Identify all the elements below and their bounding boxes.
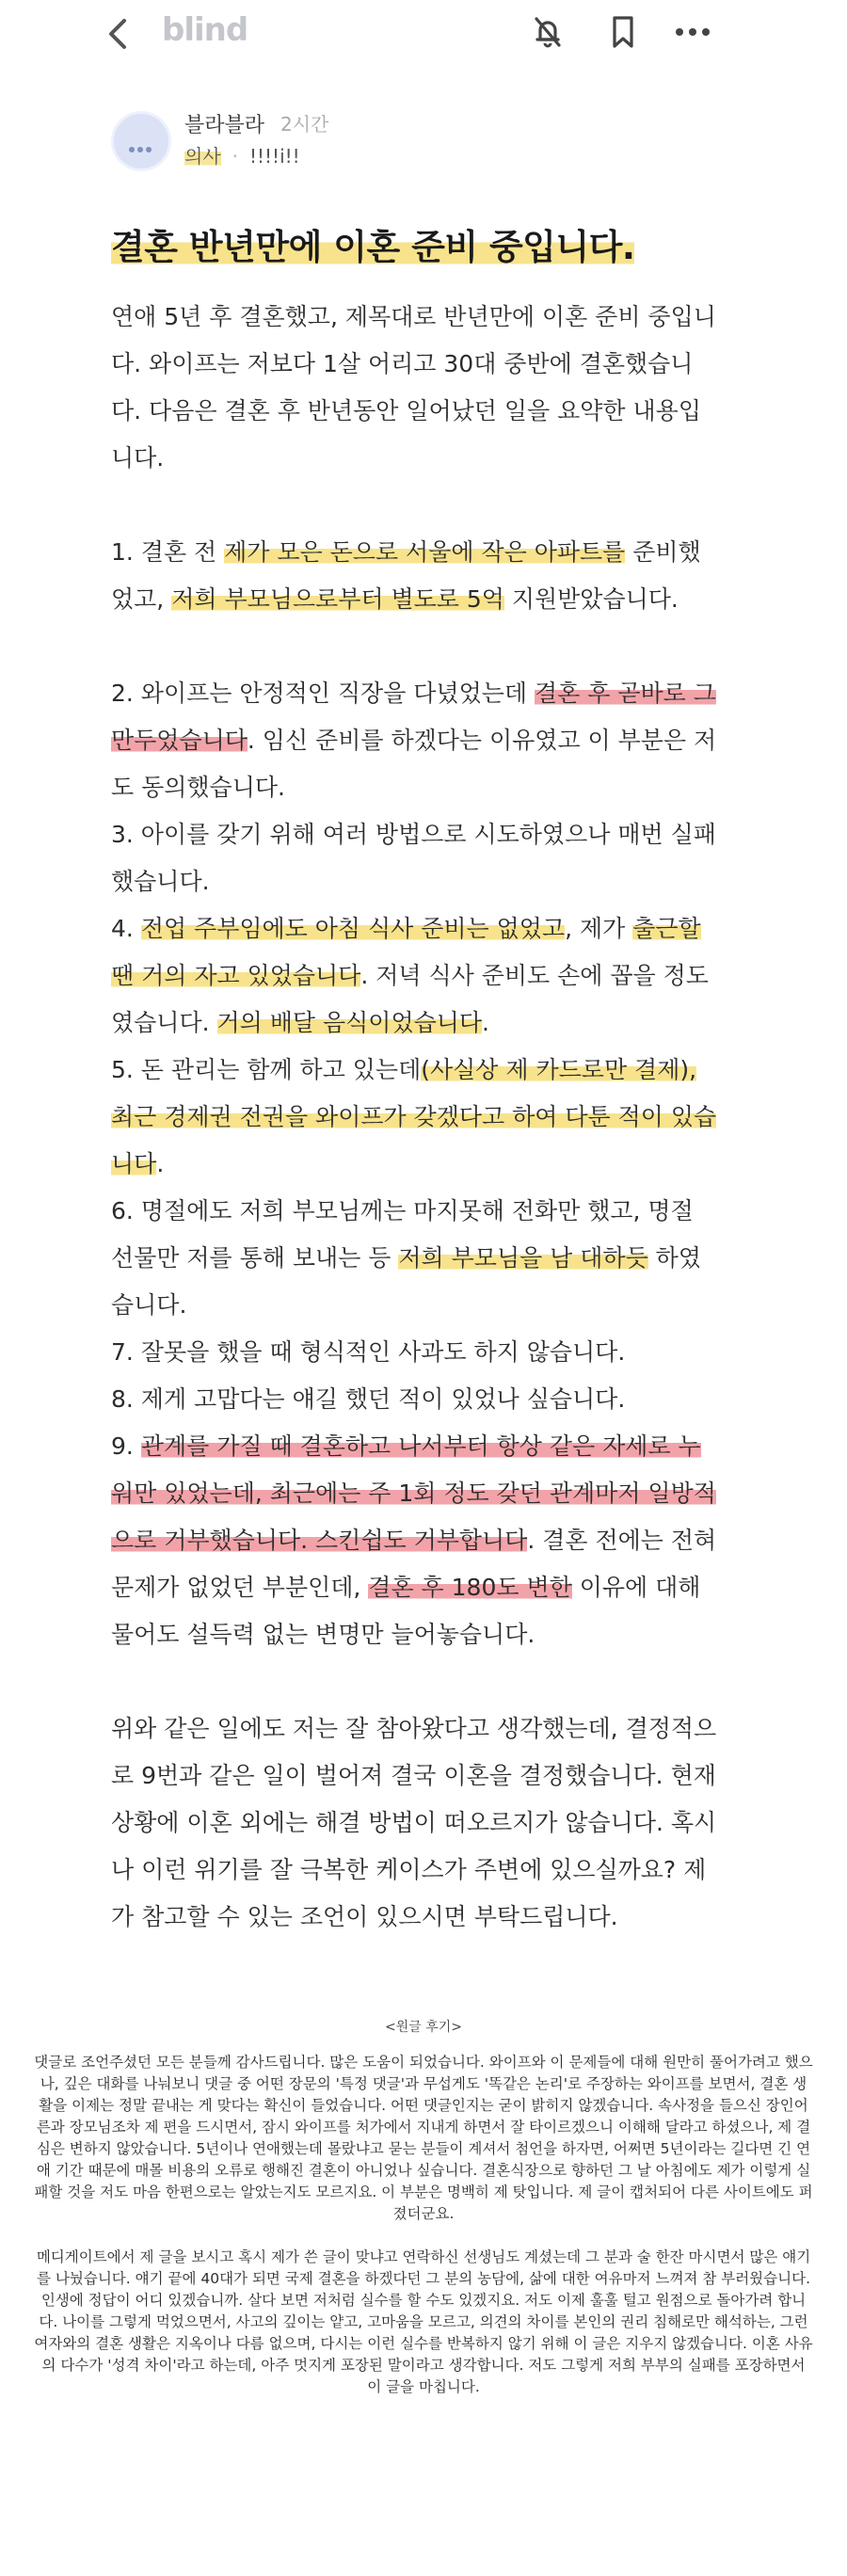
more-icon [672, 13, 713, 51]
post-item-6: 6. 명절에도 저희 부모님께는 마지못해 전화만 했고, 명절 선물만 저를 통해 보내는 등 저희 부모님을 남 대하듯 하였습니다. [111, 1197, 701, 1319]
top-bar [0, 0, 847, 66]
yellow-highlight: 거의 배달 음식이었습니다 [216, 1009, 483, 1036]
yellow-highlight: 출근할 땐 거의 자고 있었습니다 [111, 915, 701, 989]
original-note-paragraph: 댓글로 조언주셨던 모든 분들께 감사드립니다. 많은 도움이 되었습니다. 와이프와 이 문제들에 대해 원만히 풀어가려고 했으나, 깊은 대화를 나눠보니 댓글 중 어떤 장문의 '특정 댓글'과 무섭게도 '똑같은 논리'로 주장하는 와이프를 보면서, 결혼 생활을 이제는 정말 끝내는 게 맞다는 확신이 들었습니다. 어떤 댓글인지는 굳이 밝히지 않겠습니다. 속사정을 들으신 장인어른과 장모님조차 제 편을 드시면서, 잠시 와이프를 처가에서 지내게 하면서 잘 타이르겠으니 이해해 달라고 하셨으나, 제 결심은 변하지 않았습니다. 5년이나 연애했는데 몰랐냐고 묻는 분들이 계셔서 첨언을 하자면, 어쩌면 5년이라는 길다면 긴 연애 기간 때문에 매몰 비용의 오류로 행해진 결혼이 아니었나 싶습니다. 결혼식장으로 향하던 그 날 아침에도 제가 이렇게 실패할 것을 저도 마음 한편으로는 알았는지도 모르지요. 이 부분은 명백히 제 탓입니다. 제 글이 캡처되어 다른 사이트에도 퍼졌더군요. [34, 2054, 813, 2222]
post-item-9: 9. 관계를 가질 때 결혼하고 나서부터 항상 같은 자세로 누워만 있었는데, 최근에는 주 1회 정도 갖던 관계마저 일방적으로 거부했습니다. 스킨쉽도 거부합니다. 결혼 전에는 전혀 문제가 없었던 부분인데, 결혼 후 180도 변한 이유에 대해 물어도 설득력 없는 변명만 늘어놓습니다. [111, 1432, 717, 1648]
pink-highlight: 결혼 후 곧바로 그만두었습니다 [111, 680, 716, 754]
post-title [111, 218, 634, 269]
pink-highlight: 관계를 가질 때 결혼하고 나서부터 항상 같은 자세로 누워만 있었는데, 최근에는 주 1회 정도 갖던 관계마저 일방적으로 거부했습니다. 스킨쉽도 거부합니다 [111, 1432, 716, 1554]
post-item-2: 2. 와이프는 안정적인 직장을 다녔었는데 결혼 후 곧바로 그만두었습니다. 임신 준비를 하겠다는 이유였고 이 부분은 저도 동의했습니다. [111, 680, 717, 801]
yellow-highlight: 저희 부모님을 남 대하듯 [398, 1244, 648, 1272]
yellow-highlight: 제가 모은 돈으로 서울에 작은 아파트를 [224, 538, 626, 566]
post-time: 2시간 [280, 113, 329, 136]
post-body [111, 294, 723, 1941]
post-title-text: 결혼 반년만에 이혼 준비 중입니다. [111, 227, 635, 267]
bookmark-button[interactable] [604, 13, 642, 51]
bookmark-icon [604, 13, 642, 51]
bell-off-icon [529, 13, 567, 51]
post-item-4: 4. 전업 주부임에도 아침 식사 준비는 없었고, 제가 출근할 땐 거의 자고 있었습니다. 저녁 식사 준비도 손에 꼽을 정도였습니다. 거의 배달 음식이었습니다. [111, 915, 709, 1036]
avatar-dots-icon [129, 138, 154, 156]
author-company: !!!!i!! [249, 145, 300, 168]
app-logo[interactable]: blind [162, 11, 248, 49]
author-name[interactable]: 블라블라 [184, 114, 265, 137]
post-paragraph-conclusion: 위와 같은 일에도 저는 잘 참아왔다고 생각했는데, 결정적으로 9번과 같은 일이 벌어져 결국 이혼을 결정했습니다. 현재 상황에 이혼 외에는 해결 방법이 떠오르지가 않습니다. 혹시나 이런 위기를 잘 극복한 케이스가 주변에 있으실까요? 제가 참고할 수 있는 조언이 있으시면 부탁드립니다. [111, 1715, 717, 1930]
post-item-1: 1. 결혼 전 제가 모은 돈으로 서울에 작은 아파트를 준비했었고, 저희 부모님으로부터 별도로 5억 지원받았습니다. [111, 538, 701, 613]
yellow-highlight: 저희 부모님으로부터 별도로 5억 [171, 585, 504, 613]
avatar[interactable] [111, 111, 171, 171]
more-options-button[interactable] [672, 13, 710, 51]
original-note-paragraph: 메디게이트에서 제 글을 보시고 혹시 제가 쓴 글이 맞냐고 연락하신 선생님도 계셨는데 그 분과 술 한잔 마시면서 많은 얘기를 나눴습니다. 얘기 끝에 40대가 되면 국제 결혼을 하겠다던 그 분의 농담에, 삶에 대한 여유마저 느껴져 참 부러웠습니다. 인생에 정답이 어디 있겠습니까. 살다 보면 저처럼 실수를 할 수도 있겠지요. 저도 이제 훌훌 털고 원점으로 돌아가려 합니다. 나이를 그렇게 먹었으면서, 사고의 깊이는 얕고, 고마움을 모르고, 의견의 차이를 본인의 권리 침해로만 해석하는, 그런 여자와의 결혼 생활은 지옥이나 다름 없으며, 다시는 이런 실수를 반복하지 않기 위해 이 글은 지우지 않겠습니다. 이혼 사유의 다수가 '성격 차이'라고 하는데, 아주 멋지게 포장된 말이라고 생각합니다. 저도 그렇게 저희 부부의 실패를 포장하면서 이 글을 마칩니다. [34, 2248, 813, 2395]
post-item-8: 8. 제게 고맙다는 얘길 했던 적이 있었나 싶습니다. [111, 1385, 626, 1413]
post-item-7: 7. 잘못을 했을 때 형식적인 사과도 하지 않습니다. [111, 1338, 626, 1366]
title-highlight [111, 227, 634, 267]
back-button[interactable] [102, 13, 139, 55]
original-note [34, 2052, 813, 2420]
notification-off-button[interactable] [529, 13, 567, 51]
pink-highlight: 결혼 후 180도 변한 [368, 1574, 572, 1601]
post-paragraph-intro: 연애 5년 후 결혼했고, 제목대로 반년만에 이혼 준비 중입니다. 와이프는 저보다 1살 어리고 30대 중반에 결혼했습니다. 다음은 결혼 후 반년동안 일어났던 일을 요약한 내용입니다. [111, 303, 716, 472]
author-job: 의사 [184, 145, 221, 168]
author-meta [184, 141, 300, 168]
yellow-highlight: 전업 주부임에도 아침 식사 준비는 없었고 [140, 915, 566, 942]
yellow-highlight: (사실상 제 카드로만 결제), 최근 경제권 전권을 와이프가 갖겠다고 하여 다툰 적이 있습니다 [111, 1056, 717, 1177]
back-arrow-icon [102, 13, 139, 55]
original-note-label: <원글 후기> [384, 2020, 462, 2035]
meta-separator: · [232, 145, 238, 168]
post-item-5: 5. 돈 관리는 함께 하고 있는데(사실상 제 카드로만 결제), 최근 경제권 전권을 와이프가 갖겠다고 하여 다툰 적이 있습니다. [111, 1056, 717, 1177]
post-item-3: 3. 아이를 갖기 위해 여러 방법으로 시도하였으나 매번 실패했습니다. [111, 821, 716, 895]
